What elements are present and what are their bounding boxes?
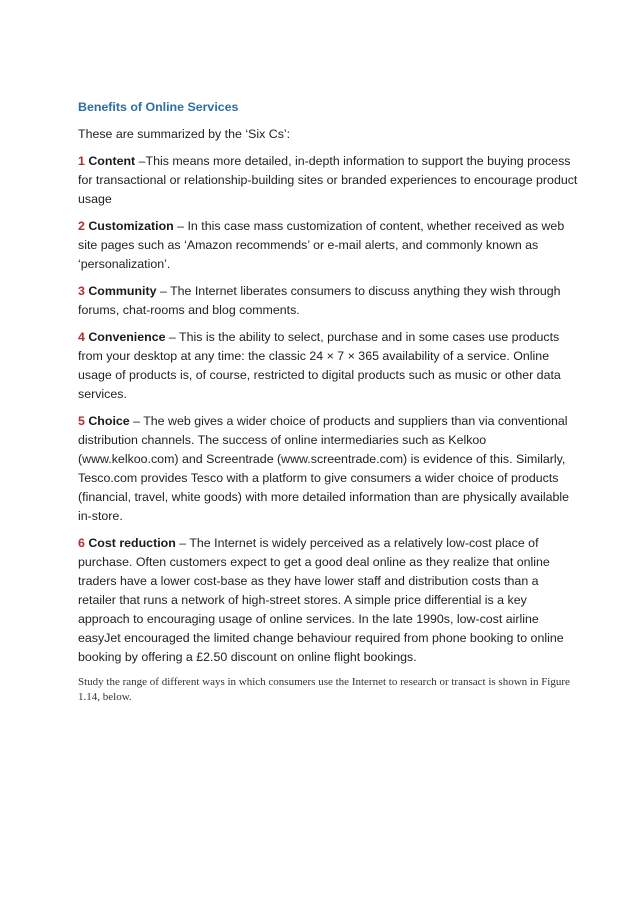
item-text: – The Internet is widely perceived as a relatively low-cost place of purchase. Often customers expect to get a good deal online as they realize that online traders have a lower cost-base as they have lower staff and distribution costs than a retailer that runs a network of high-street stores. A simple price differential is a key approach to encouraging usage of online services. In the late 1990s, low-cost airline easyJet encouraged the limited change behaviour required from phone booking to online booking by offering a £2.50 discount on online flight bookings. <box>78 536 564 664</box>
item-text: – The Internet liberates consumers to discuss anything they wish through forums, chat-rooms and blog comments. <box>78 284 561 317</box>
list-item-community <box>78 282 578 320</box>
item-text: –This means more detailed, in-depth information to support the buying process for transactional or relationship-building sites or branded experiences to encourage product usage <box>78 154 578 206</box>
item-term: Cost reduction <box>88 536 176 550</box>
item-term: Convenience <box>88 330 166 344</box>
intro-text: These are summarized by the ‘Six Cs’: <box>78 127 291 141</box>
item-term: Community <box>88 284 157 298</box>
section-heading: Benefits of Online Services <box>78 100 239 114</box>
item-text: – In this case mass customization of content, whether received as web site pages such as ‘Amazon recommends’ or e-mail alerts, and commonly known as ‘personalization’. <box>78 219 565 271</box>
item-term: Content <box>88 154 136 168</box>
document-page <box>78 98 578 705</box>
item-number: 1 <box>78 154 85 168</box>
item-number: 4 <box>78 330 85 344</box>
list-item-cost-reduction <box>78 534 578 667</box>
list-item-convenience <box>78 328 578 404</box>
item-number: 2 <box>78 219 85 233</box>
item-number: 3 <box>78 284 85 298</box>
list-item-choice <box>78 412 578 526</box>
item-term: Customization <box>88 219 174 233</box>
item-text: – The web gives a wider choice of products and suppliers than via conventional distribution channels. The success of online intermediaries such as Kelkoo (www.kelkoo.com) and Screentrade (www.screentrade.com) is evidence of this. Similarly, Tesco.com provides Tesco with a platform to give consumers a wider choice of products (financial, travel, white goods) with more detailed information than are physically available in-store. <box>78 414 570 523</box>
item-text: – This is the ability to select, purchase and in some cases use products from your desktop at any time: the classic 24 × 7 × 365 availability of a service. Online usage of products is, of course, restricted to digital products such as music or other data services. <box>78 330 561 401</box>
list-item-content <box>78 152 578 209</box>
list-item-customization <box>78 217 578 274</box>
item-number: 6 <box>78 536 85 550</box>
item-number: 5 <box>78 414 85 428</box>
footnote-text: Study the range of different ways in which consumers use the Internet to research or transact is shown in Figure 1.14, below. <box>78 676 570 703</box>
item-term: Choice <box>88 414 130 428</box>
